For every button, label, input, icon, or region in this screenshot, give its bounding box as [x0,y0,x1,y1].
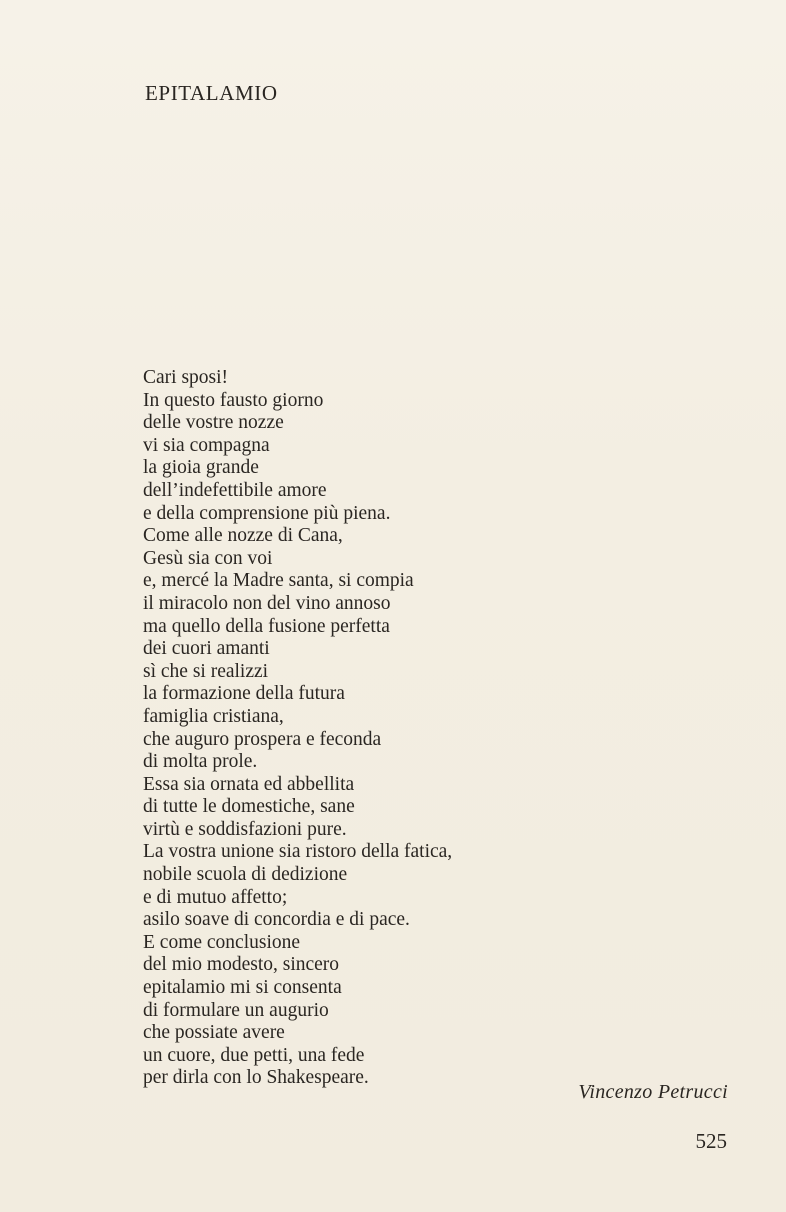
poem-line: di tutte le domestiche, sane [143,796,355,818]
page-number: 525 [695,1129,727,1153]
poem-line: nobile scuola di dedizione [143,864,348,886]
poem-line: asilo soave di concordia e di pace. [143,909,410,931]
poem-line: dei cuori amanti [143,638,270,660]
poem-line: e della comprensione più piena. [143,502,391,524]
poem-title: EPITALAMIO [145,81,278,105]
poem-line: di formulare un augurio [143,999,329,1021]
poem-line: epitalamio mi si consenta [143,977,342,999]
poem-line: del mio modesto, sincero [143,954,340,976]
poem-line: In questo fausto giorno [143,389,324,411]
poem-line: E come conclusione [143,931,301,953]
poem-line: un cuore, due petti, una fede [143,1044,365,1066]
poem-line: La vostra unione sia ristoro della fatica, [143,841,453,863]
poem-line: Cari sposi! [143,367,229,388]
poem-line: che auguro prospera e feconda [143,728,382,750]
poem-line: ma quello della fusione perfetta [143,615,390,637]
poem-line: virtù e soddisfazioni pure. [143,818,347,840]
poem-line: Gesù sia con voi [143,547,273,569]
poem-line: per dirla con lo Shakespeare. [143,1067,369,1089]
poem-line: Come alle nozze di Cana, [143,525,343,547]
poem-line: di molta prole. [143,751,258,773]
poem-line: sì che si realizzi [143,660,269,682]
poem-line: e di mutuo affetto; [143,886,288,908]
author-signature: Vincenzo Petrucci [578,1081,728,1103]
poem-line: la gioia grande [143,457,259,479]
poem-line: che possiate avere [143,1022,285,1044]
poem-line: Essa sia ornata ed abbellita [143,773,355,795]
poem-line: e, mercé la Madre santa, si compia [143,570,414,592]
poem-line: famiglia cristiana, [143,705,284,727]
poem-line: vi sia compagna [143,434,270,456]
poem-line: dell’indefettibile amore [143,479,327,501]
poem-line: la formazione della futura [143,683,345,705]
poem-line: il miracolo non del vino annoso [143,592,391,614]
poem-line: delle vostre nozze [143,412,284,434]
poem-body [143,367,452,1090]
